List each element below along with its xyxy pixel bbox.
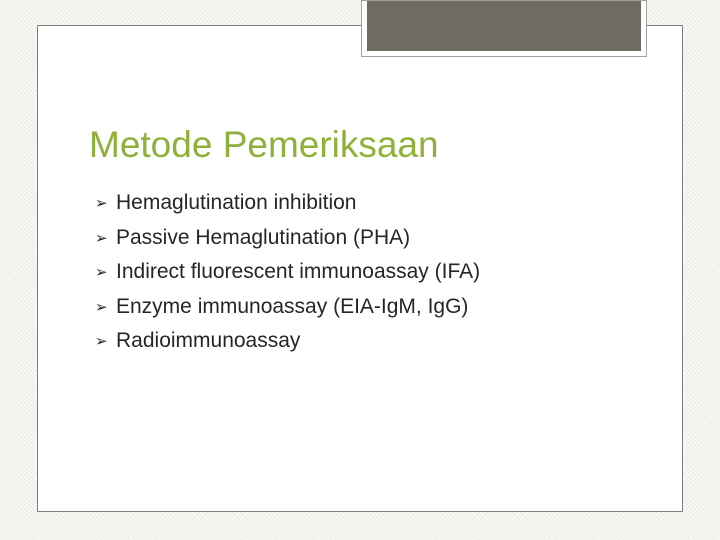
bullet-item xyxy=(95,290,480,325)
bullet-text: Hemaglutination inhibition xyxy=(116,191,357,215)
bullet-list xyxy=(95,186,480,359)
decorative-accent-box xyxy=(361,0,647,57)
bullet-item xyxy=(95,324,480,359)
bullet-text: Radioimmunoassay xyxy=(116,329,301,353)
bullet-text: Enzyme immunoassay (EIA-IgM, IgG) xyxy=(116,294,469,318)
decorative-accent-fill xyxy=(367,1,641,51)
arrowhead-bullet-icon: ➢ xyxy=(95,333,108,351)
bullet-text: Indirect fluorescent immunoassay (IFA) xyxy=(116,260,481,284)
bullet-text: Passive Hemaglutination (PHA) xyxy=(116,225,411,249)
arrowhead-bullet-icon: ➢ xyxy=(95,195,108,213)
bullet-item xyxy=(95,221,480,256)
arrowhead-bullet-icon: ➢ xyxy=(95,298,108,316)
arrowhead-bullet-icon: ➢ xyxy=(95,229,108,247)
arrowhead-bullet-icon: ➢ xyxy=(95,264,108,282)
bullet-item xyxy=(95,255,480,290)
bullet-item xyxy=(95,186,480,221)
slide-title: Metode Pemeriksaan xyxy=(89,124,439,165)
